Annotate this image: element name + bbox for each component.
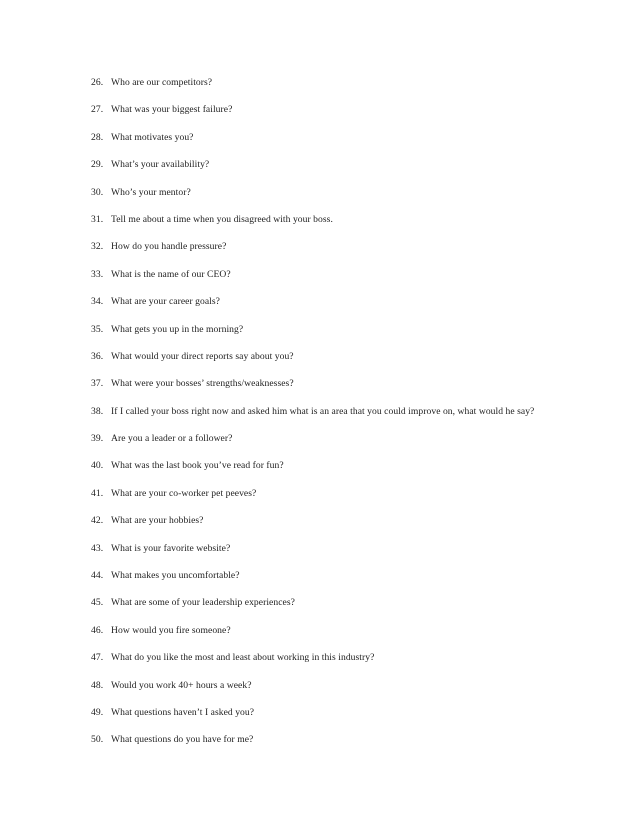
question-number: 38. xyxy=(91,405,104,417)
question-item xyxy=(91,541,561,556)
question-list xyxy=(91,75,561,760)
question-text: What are your co-worker pet peeves? xyxy=(111,487,257,499)
question-item xyxy=(91,595,561,610)
question-item xyxy=(91,294,561,309)
question-item xyxy=(91,678,561,693)
question-item xyxy=(91,267,561,282)
question-item xyxy=(91,732,561,747)
question-number: 31. xyxy=(91,213,104,225)
question-text: How would you fire someone? xyxy=(111,624,231,636)
question-number: 26. xyxy=(91,77,104,88)
question-number: 44. xyxy=(91,570,104,582)
question-text: What was your biggest failure? xyxy=(111,104,233,116)
question-number: 48. xyxy=(91,679,104,691)
question-text: What are some of your leadership experiences? xyxy=(111,597,295,609)
question-item xyxy=(91,431,561,446)
question-item xyxy=(91,349,561,364)
question-item xyxy=(91,376,561,391)
question-number: 41. xyxy=(91,487,104,499)
question-text: How do you handle pressure? xyxy=(111,241,227,253)
question-number: 34. xyxy=(91,296,104,308)
question-item xyxy=(91,102,561,117)
question-item xyxy=(91,404,561,419)
question-item xyxy=(91,185,561,200)
question-text: What would your direct reports say about you? xyxy=(111,350,294,362)
question-number: 40. xyxy=(91,460,104,472)
question-number: 47. xyxy=(91,652,104,664)
question-item xyxy=(91,239,561,254)
question-item xyxy=(91,705,561,720)
question-item xyxy=(91,322,561,337)
question-item xyxy=(91,130,561,145)
question-text: What are your hobbies? xyxy=(111,515,204,527)
question-item xyxy=(91,568,561,583)
question-number: 39. xyxy=(91,433,104,445)
question-number: 28. xyxy=(91,131,104,143)
question-text: Who’s your mentor? xyxy=(111,186,191,198)
question-number: 30. xyxy=(91,186,104,198)
question-text: Would you work 40+ hours a week? xyxy=(111,679,252,691)
question-item xyxy=(91,458,561,473)
question-text: What’s your availability? xyxy=(111,159,210,171)
question-number: 36. xyxy=(91,350,104,362)
question-number: 33. xyxy=(91,268,104,280)
question-item xyxy=(91,623,561,638)
question-number: 45. xyxy=(91,597,104,609)
question-text: Are you a leader or a follower? xyxy=(111,433,233,445)
question-text: What gets you up in the morning? xyxy=(111,323,244,335)
question-text: Tell me about a time when you disagreed with your boss. xyxy=(111,213,333,225)
question-number: 37. xyxy=(91,378,104,390)
question-text: What was the last book you’ve read for fun? xyxy=(111,460,284,472)
question-number: 29. xyxy=(91,159,104,171)
question-text: If I called your boss right now and asked him what is an area that you could improve on, what would he say? xyxy=(111,405,535,417)
question-item xyxy=(91,513,561,528)
question-item xyxy=(91,157,561,172)
question-text: What do you like the most and least about working in this industry? xyxy=(111,652,375,664)
question-text: Who are our competitors? xyxy=(111,77,213,88)
question-number: 50. xyxy=(91,734,104,746)
question-item xyxy=(91,212,561,227)
question-item xyxy=(91,75,561,90)
question-text: What were your bosses’ strengths/weaknesses? xyxy=(111,378,294,390)
question-number: 42. xyxy=(91,515,104,527)
question-number: 43. xyxy=(91,542,104,554)
question-text: What is the name of our CEO? xyxy=(111,268,231,280)
question-number: 46. xyxy=(91,624,104,636)
question-text: What makes you uncomfortable? xyxy=(111,570,240,582)
question-number: 27. xyxy=(91,104,104,116)
question-text: What questions do you have for me? xyxy=(111,734,254,746)
question-text: What questions haven’t I asked you? xyxy=(111,706,255,718)
question-text: What motivates you? xyxy=(111,131,194,143)
question-number: 32. xyxy=(91,241,104,253)
question-number: 49. xyxy=(91,706,104,718)
question-text: What are your career goals? xyxy=(111,296,220,308)
question-item xyxy=(91,486,561,501)
question-text: What is your favorite website? xyxy=(111,542,231,554)
question-number: 35. xyxy=(91,323,104,335)
question-item xyxy=(91,650,561,665)
